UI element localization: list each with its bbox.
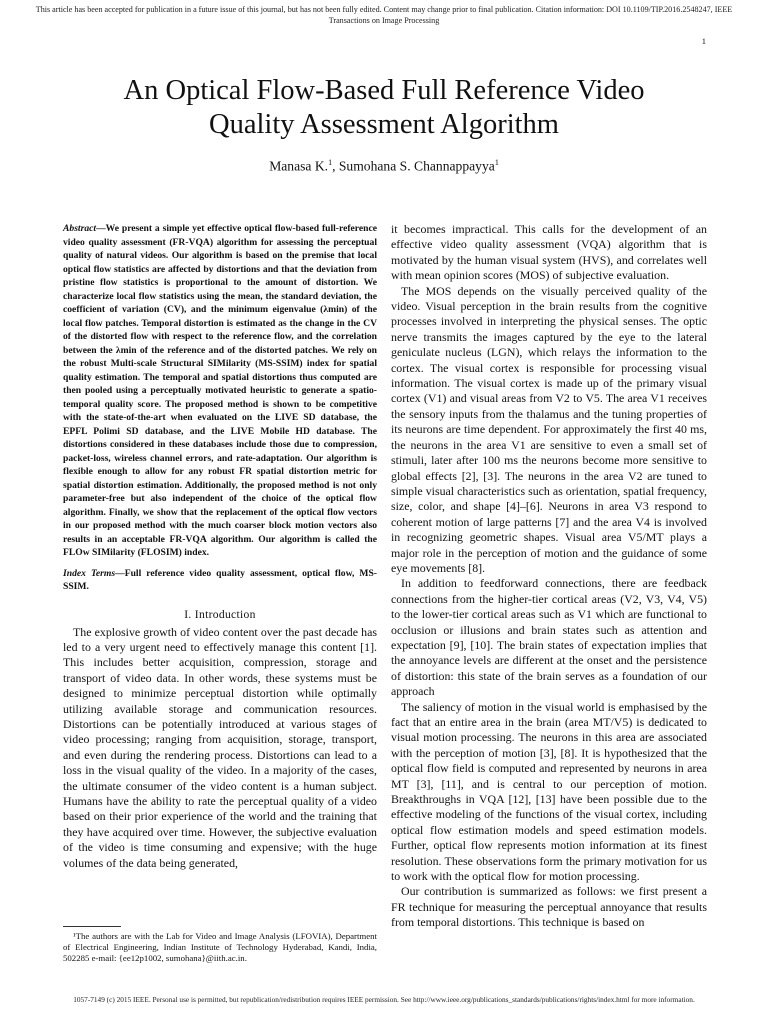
left-column bbox=[63, 222, 377, 871]
right-column bbox=[391, 222, 707, 931]
body-paragraph: The explosive growth of video content over the past decade has led to a very urgent need to effectively manage this content [1]. This includes better acquisition, compression, storage and transport of video data. In other words, these systems must be designed to minimize perceptual distortion while optimally utilizing available storage and communication resources. Distortions can be potentially introduced at various stages of video processing; ranging from acquisition, storage, transport, and even during the rendering process. Distortions can lead to a loss in the visual quality of the video. In a majority of the cases, the ultimate consumer of the video content is a human subject. Humans have the ability to rate the perceptual quality of a video based on their prior experience of the world and the training that they have acquired over time. However, the subjective evaluation of the video is time consuming and expensive; with the huge volumes of the data being generated, bbox=[63, 624, 377, 870]
journal-notice-line1: This article has been accepted for publication in a future issue of this journal, but has not been fully edited. Content may change prior to final publication. Citation information: DOI 10.1109/TIP.2016.2548247, IEEE bbox=[35, 5, 733, 14]
journal-notice bbox=[20, 4, 748, 26]
footnote-rule bbox=[63, 926, 121, 927]
abstract bbox=[63, 222, 377, 560]
copyright-notice: 1057-7149 (c) 2015 IEEE. Personal use is permitted, but republication/redistribution requires IEEE permission. See http://www.ieee.org/publications_standards/publications/rights/index.html for more information. bbox=[73, 995, 695, 1004]
author-name: Sumohana S. Channappayya bbox=[338, 158, 495, 174]
body-paragraph: The MOS depends on the visually perceived quality of the video. Visual perception in the brain results from the cognitive processes involved in interpreting the physical senses. The optic nerve transmits the images captured by the eye to the lateral geniculate nucleus (LGN), which relays the information to the cortex. The visual cortex is responsible for processing visual information. The visual cortex is made up of the primary visual cortex (V1) and visual areas from V2 to V5. The area V1 receives the sensory inputs from the thalamus and the tuning properties of its neurons are time dependent. For approximately the first 40 ms, the neurons in the area V1 are sensitive to even a small set of stimuli, later after 100 ms the neurons become more sensitive to global effects [2], [3]. The neurons in the area V2 are tuned to simple visual characteristics such as orientation, spatial frequency, size, color, and shape [4]–[6]. Neurons in area V3 respond to coherent motion of large patterns [7] and the area V4 is involved in recognizing geometric shapes. Visual area V5/MT plays a major role in the perception of motion and the guidance of some eye movements [8]. bbox=[391, 283, 707, 575]
body-paragraph: it becomes impractical. This calls for the development of an effective video quality assessment (VQA) algorithm that is motivated by the human visual system (HVS), and correlates well with mean opinion scores (MOS) of subjective evaluation. bbox=[391, 222, 707, 283]
index-terms-label: Index Terms bbox=[63, 567, 116, 579]
journal-notice-line2: Transactions on Image Processing bbox=[328, 16, 440, 25]
abstract-text: —We present a simple yet effective optical flow-based full-reference video quality assessment (FR-VQA) algorithm for assessing the perceptual quality of natural videos. Our algorithm is based on the premise that local optical flow statistics are affected by distortions and that the deviation from pristine flow statistics is proportional to the amount of distortion. We characterize local flow statistics using the mean, the standard deviation, the coefficient of variation (CV), and the minimum eigenvalue (λmin) of the local flow patches. Temporal distortion is estimated as the change in the CV of the distorted flow with respect to the reference flow, and the correlation between the λmin of the reference and of the distorted patches. We rely on the robust Multi-scale Structural SIMilarity (MS-SSIM) index for spatial quality estimation. The temporal and spatial distortions thus computed are then pooled using a perceptually motivated heuristic to generate a spatio-temporal quality score. The proposed method is shown to be competitive with the state-of-the-art when evaluated on the LIVE SD database, the EPFL Polimi SD database, and the LIVE Mobile HD database. The distortions considered in these databases include those due to compression, packet-loss, wireless channel errors, and rate-adaptation. Our algorithm is flexible enough to allow for any robust FR spatial distortion metric for spatial distortion estimation. Additionally, the proposed method is not only parameter-free but also independent of the choice of the optical flow algorithm. Finally, we show that the replacement of the optical flow vectors in our proposed method with the much coarser block motion vectors also results in an acceptable FR-VQA algorithm. Our algorithm is called the FLOw SIMilarity (FLOSIM) index. bbox=[63, 223, 377, 558]
affiliation-mark: 1 bbox=[494, 158, 499, 167]
author-name: Manasa K. bbox=[269, 158, 329, 174]
footnote-text: ¹The authors are with the Lab for Video and Image Analysis (LFOVIA), Department of Electrical Engineering, Indian Institute of Technology Hyderabad, Kandi, India, 502285 e-mail: {ee12p1002, sumohana}@iith.ac.in. bbox=[63, 931, 377, 964]
section-heading: I. Introduction bbox=[184, 607, 256, 621]
index-terms-text: —Full reference video quality assessment, optical flow, MS-SSIM. bbox=[63, 567, 377, 592]
page-number: 1 bbox=[701, 36, 706, 46]
affiliation-mark: 1 bbox=[328, 158, 333, 167]
paper-title-line1: An Optical Flow-Based Full Reference Video bbox=[123, 75, 645, 106]
body-paragraph: In addition to feedforward connections, there are feedback connections from the higher-tier cortical areas (V2, V3, V4, V5) to the lower-tier cortical areas such as V1 which are functional to occlusion or illusions and brain states such as attention and expectation [9], [10]. The brain states of expectation implies that the annoyance levels are different at the onset and the persistence of distortion: this state of the brain serves as a foundation of our approach bbox=[391, 576, 707, 699]
body-paragraph: The saliency of motion in the visual world is emphasised by the fact that an entire area in the brain (area MT/V5) is dedicated to visual motion processing. The neurons in this area are associated with the perception of motion [3], [8]. It is hypothesized that the optical flow field is computed and represented by neurons in area MT [3], [11], and is central to our perception of motion. Breakthroughs in VQA [12], [13] have been possible due to the effective modeling of the functions of the visual cortex, including optical flow estimation models and speed estimation models. Further, optical flow represents motion information at its finest resolution. These observations form the primary motivation for us to work with the optical flow for motion processing. bbox=[391, 699, 707, 884]
author-separator: , bbox=[332, 158, 339, 174]
affiliation-footnote bbox=[63, 931, 377, 965]
index-terms bbox=[63, 567, 377, 594]
paper-title-line2: Quality Assessment Algorithm bbox=[209, 109, 559, 140]
abstract-label: Abstract bbox=[63, 223, 97, 234]
body-paragraph: Our contribution is summarized as follows: we first present a FR technique for measuring the perceptual annoyance that results from temporal distortions. This technique is based on bbox=[391, 884, 707, 930]
paper-title bbox=[40, 74, 728, 142]
author-list bbox=[40, 158, 728, 175]
